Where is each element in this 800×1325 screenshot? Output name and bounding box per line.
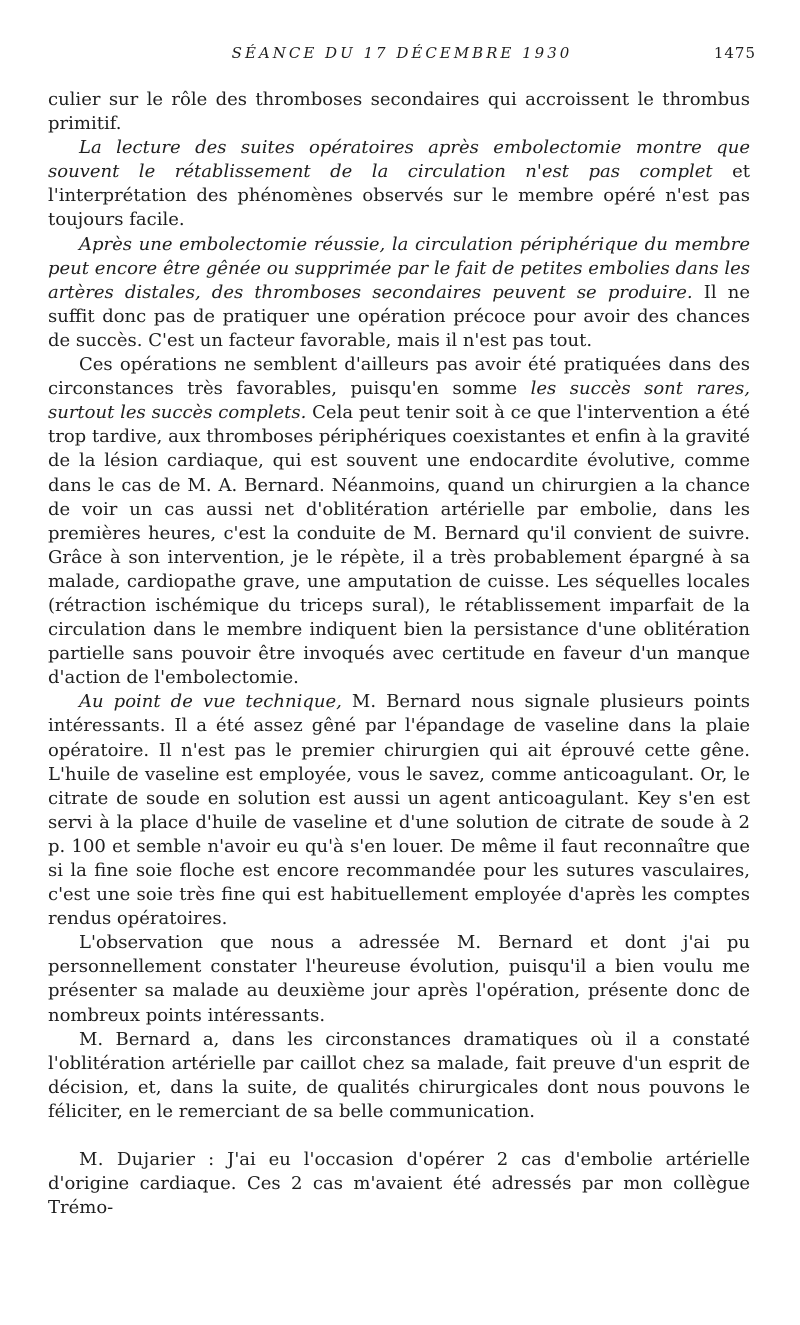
speaker-name: M. Dujarier xyxy=(79,1149,196,1171)
paragraph-4-emphasis: les succès sont rares, surtout les succès complets. xyxy=(48,378,750,424)
paragraph-7 xyxy=(48,1028,750,1124)
paragraph-4-text-start: Ces opérations ne semblent d'ailleurs pas avoir été pratiquées dans des circonstances très favorables, puisqu'en somme xyxy=(48,354,750,400)
page-header xyxy=(48,44,756,68)
paragraph-3 xyxy=(48,233,750,353)
paragraph-2-text: et l'interprétation des phénomènes observés sur le membre opéré n'est pas toujours facile. xyxy=(48,161,750,231)
paragraph-6 xyxy=(48,931,750,1027)
paragraph-1-text: culier sur le rôle des thromboses secondaires qui accroissent le thrombus primitif. xyxy=(48,89,750,135)
body-text xyxy=(48,88,750,1220)
paragraph-3-text: Il ne suffit donc pas de pratiquer une opération précoce pour avoir des chances de succès. C'est un facteur favorable, mais il n'est pas tout. xyxy=(48,281,750,351)
paragraph-4 xyxy=(48,353,750,690)
paragraph-8 xyxy=(48,1148,750,1220)
paragraph-2 xyxy=(48,136,750,232)
paragraph-5 xyxy=(48,690,750,931)
paragraph-7-text: M. Bernard a, dans les circonstances dramatiques où il a constaté l'oblitération artérielle par caillot chez sa malade, fait preuve d'un esprit de décision, et, dans la suite, de qualités chirurgicales dont nous pouvons le féliciter, en le remerciant de sa belle communication. xyxy=(48,1028,750,1122)
paragraph-5-text: M. Bernard nous signale plusieurs points intéressants. Il a été assez gêné par l'épandage de vaseline dans la plaie opératoire. Il n'est pas le premier chirurgien qui ait éprouvé cette gêne. L'huile de vaseline est employée, vous le savez, comme anticoagulant. Or, le citrate de soude en solution est aussi un agent anticoagulant. Key s'en est servi à la place d'huile de vaseline et d'une solution de citrate de soude à 2 p. 100 et semble n'avoir eu qu'à s'en louer. De même il faut reconnaître que si la fine soie floche est encore recommandée pour les sutures vasculaires, c'est une soie très fine qui est habituellement employée d'après les comptes rendus opératoires. xyxy=(48,691,750,930)
page-number: 1475 xyxy=(713,44,756,62)
paragraph-3-emphasis: Après une embolectomie réussie, la circulation périphérique du membre peut encore être gênée ou supprimée par le fait de petites embolies dans les artères distales, des thromboses secondaires peuvent se produire. xyxy=(48,233,750,303)
running-head: SÉANCE DU 17 DÉCEMBRE 1930 xyxy=(231,44,573,62)
paragraph-2-emphasis: La lecture des suites opératoires après embolectomie montre que souvent le rétablissement de la circulation n'est pas complet xyxy=(48,137,750,183)
paragraph-1 xyxy=(48,88,750,136)
paragraph-6-text: L'observation que nous a adressée M. Bernard et dont j'ai pu personnellement constater l'heureuse évolution, puisqu'il a bien voulu me présenter sa malade au deuxième jour après l'opération, présente donc de nombreux points intéressants. xyxy=(48,932,750,1026)
paragraph-5-emphasis: Au point de vue technique, xyxy=(79,691,342,713)
paragraph-8-text: : J'ai eu l'occasion d'opérer 2 cas d'embolie artérielle d'origine cardiaque. Ces 2 cas m'avaient été adressés par mon collègue Trémo- xyxy=(48,1149,750,1219)
paragraph-4-text: Cela peut tenir soit à ce que l'intervention a été trop tardive, aux thromboses périphériques coexistantes et enfin à la gravité de la lésion cardiaque, qui est souvent une endocardite évolutive, comme dans le cas de M. A. Bernard. Néanmoins, quand un chirurgien a la chance de voir un cas aussi net d'oblitération artérielle par embolie, dans les premières heures, c'est la conduite de M. Bernard qu'il convient de suivre. Grâce à son intervention, je le répète, il a très probablement épargné à sa malade, cardiopathe grave, une amputation de cuisse. Les séquelles locales (rétraction ischémique du triceps sural), le rétablissement imparfait de la circulation dans le membre indiquent bien la persistance d'une oblitération partielle sans pouvoir être invoqués avec certitude en faveur d'un manque d'action de l'embolectomie. xyxy=(48,402,750,689)
